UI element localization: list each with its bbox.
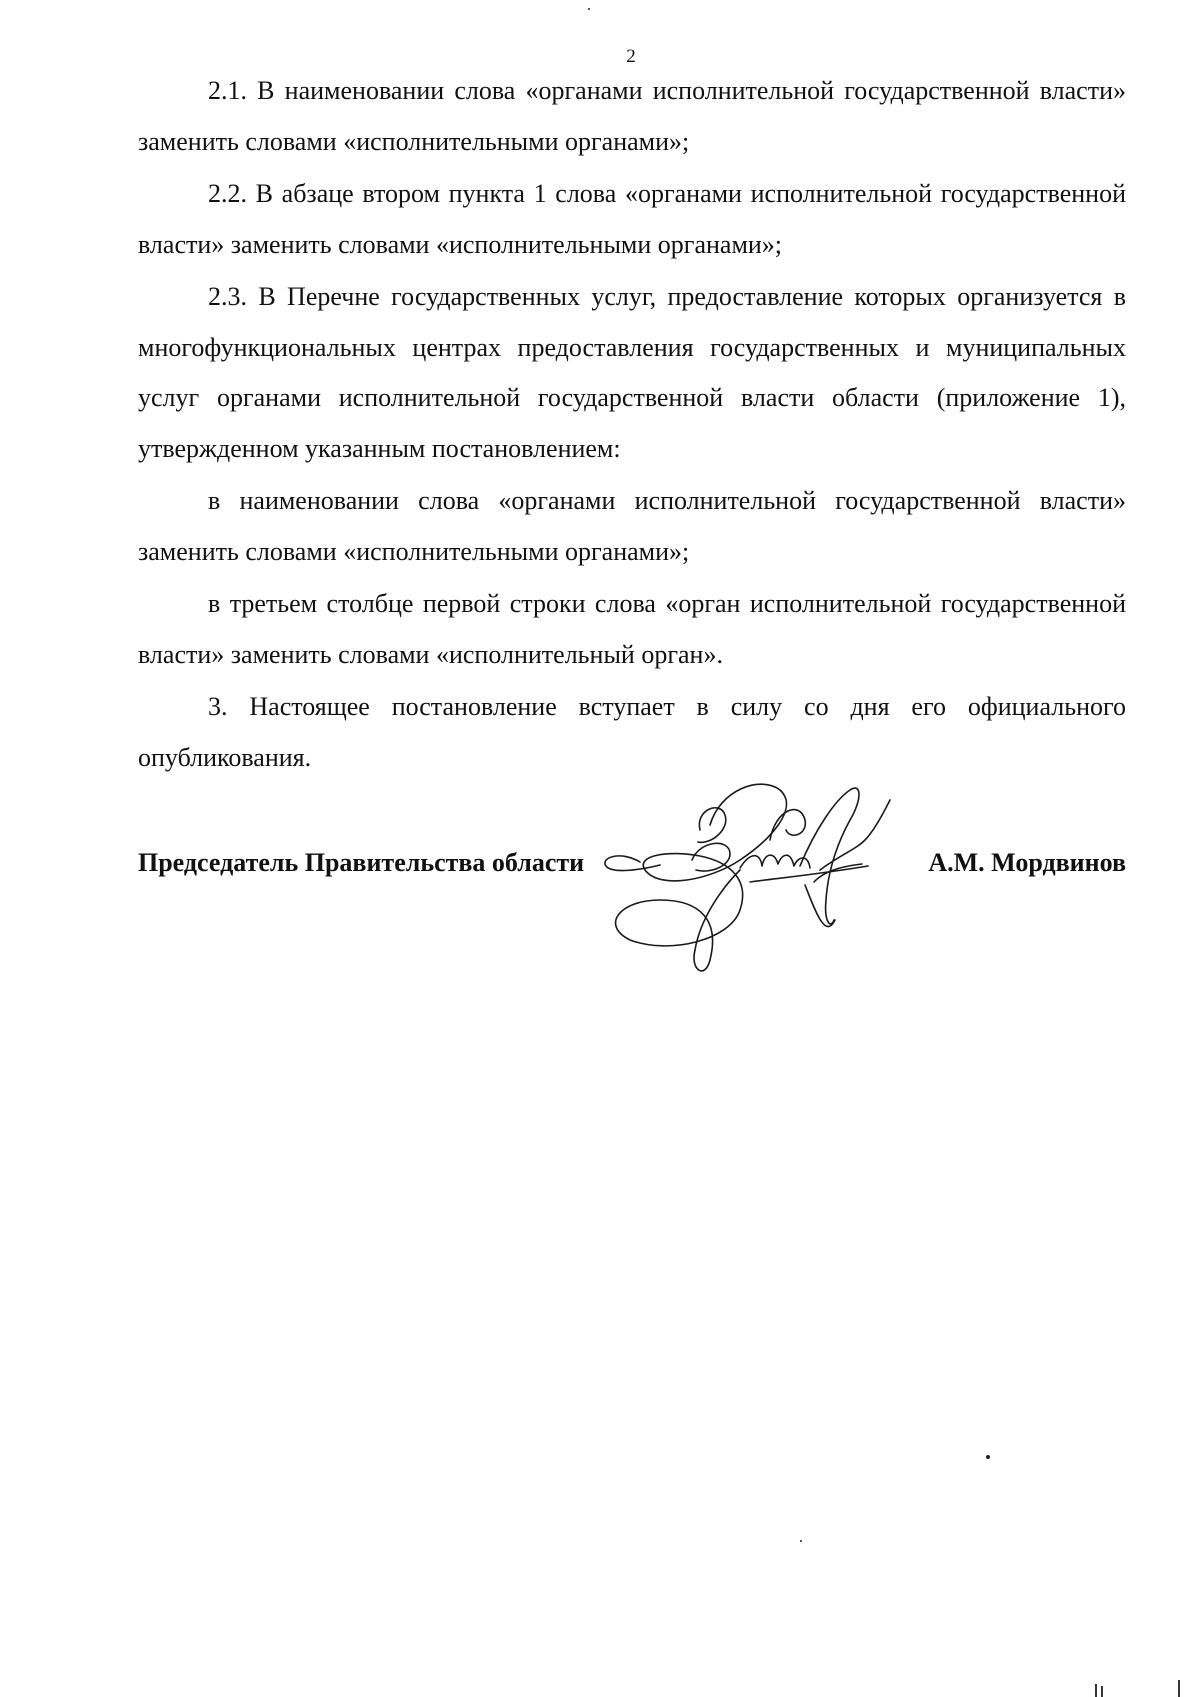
scan-speck	[800, 1540, 802, 1542]
paragraph-3: 3. Настоящее постановление вступает в силу со дня его официального опубликования.	[138, 692, 1126, 772]
paragraph-2-1: 2.1. В наименовании слова «органами исполнительной государственной власти» заменить словами «исполнительными органами»;	[138, 76, 1126, 156]
scan-speck	[986, 1455, 990, 1459]
paragraph-2-2: 2.2. В абзаце втором пункта 1 слова «органами исполнительной государственной власти» заменить словами «исполнительными органами»;	[138, 179, 1126, 259]
scan-mark	[1095, 1684, 1097, 1697]
paragraph-2-3-item-2: в третьем столбце первой строки слова «орган исполнительной государственной власти» заменить словами «исполнительный орган».	[138, 589, 1126, 669]
scan-mark	[1178, 1680, 1180, 1697]
handwritten-signature	[600, 770, 960, 985]
scan-speck	[588, 8, 590, 10]
document-body	[138, 66, 1126, 785]
page-number: 2	[626, 46, 636, 67]
scan-mark	[1101, 1686, 1103, 1697]
paragraph-2-3-item-1: в наименовании слова «органами исполнительной государственной власти» заменить словами «исполнительными органами»;	[138, 486, 1126, 566]
signer-name: А.М. Мордвинов	[928, 848, 1126, 877]
paragraph-2-3: 2.3. В Перечне государственных услуг, предоставление которых организуется в многофункциональных центрах предоставления государственных и муниципальных услуг органами исполнительной государственной власти области (приложение 1), утвержденном указанным постановлением:	[138, 282, 1126, 463]
position-title: Председатель Правительства области	[138, 848, 585, 877]
